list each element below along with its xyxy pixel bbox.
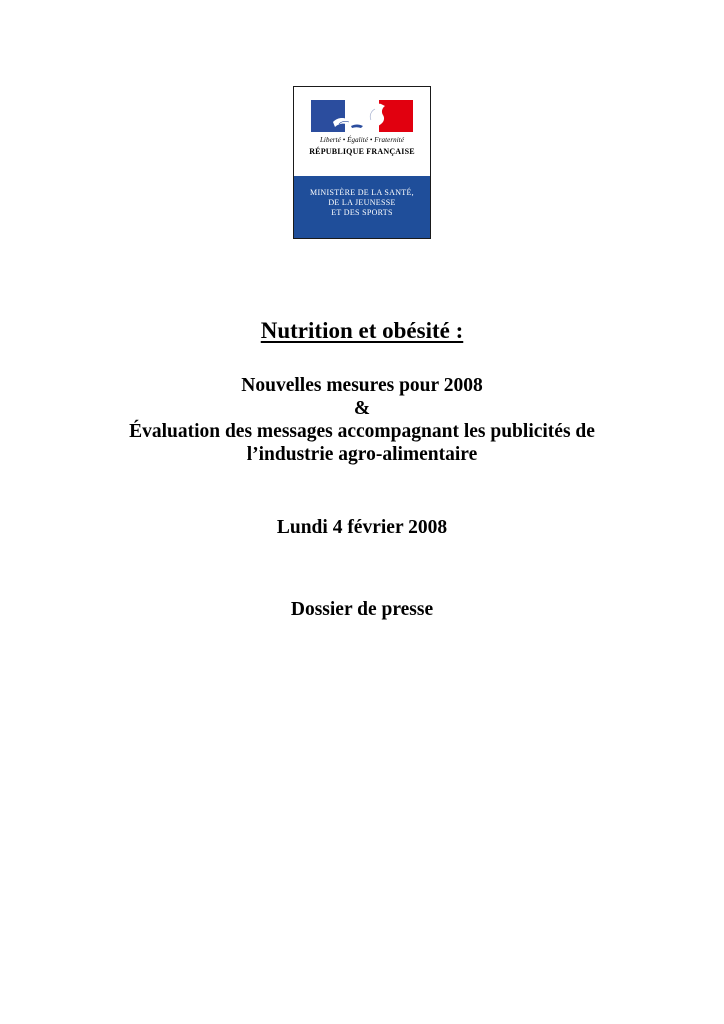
document-date: Lundi 4 février 2008 — [276, 517, 448, 538]
document-subtitle — [0, 374, 724, 466]
ministry-logo — [293, 86, 431, 239]
ministry-line: ET DES SPORTS — [331, 208, 393, 217]
subtitle-line: & — [353, 398, 371, 419]
logo-ministry-panel — [294, 176, 430, 238]
ministry-line: MINISTÈRE DE LA SANTÉ, — [310, 188, 414, 197]
logo-motto: Liberté • Égalité • Fraternité — [319, 136, 405, 144]
ministry-line: DE LA JEUNESSE — [328, 198, 396, 207]
subtitle-line: l’industrie agro-alimentaire — [246, 444, 478, 465]
logo-republic-name: RÉPUBLIQUE FRANÇAISE — [309, 147, 415, 156]
marianne-flag-icon — [311, 100, 413, 132]
document-title: Nutrition et obésité : — [260, 318, 464, 343]
logo-ministry-name — [294, 188, 430, 218]
subtitle-line: Évaluation des messages accompagnant les publicités de — [129, 421, 595, 442]
subtitle-line: Nouvelles mesures pour 2008 — [241, 375, 483, 396]
document-type: Dossier de presse — [290, 599, 434, 620]
logo-republic-panel — [294, 87, 430, 176]
